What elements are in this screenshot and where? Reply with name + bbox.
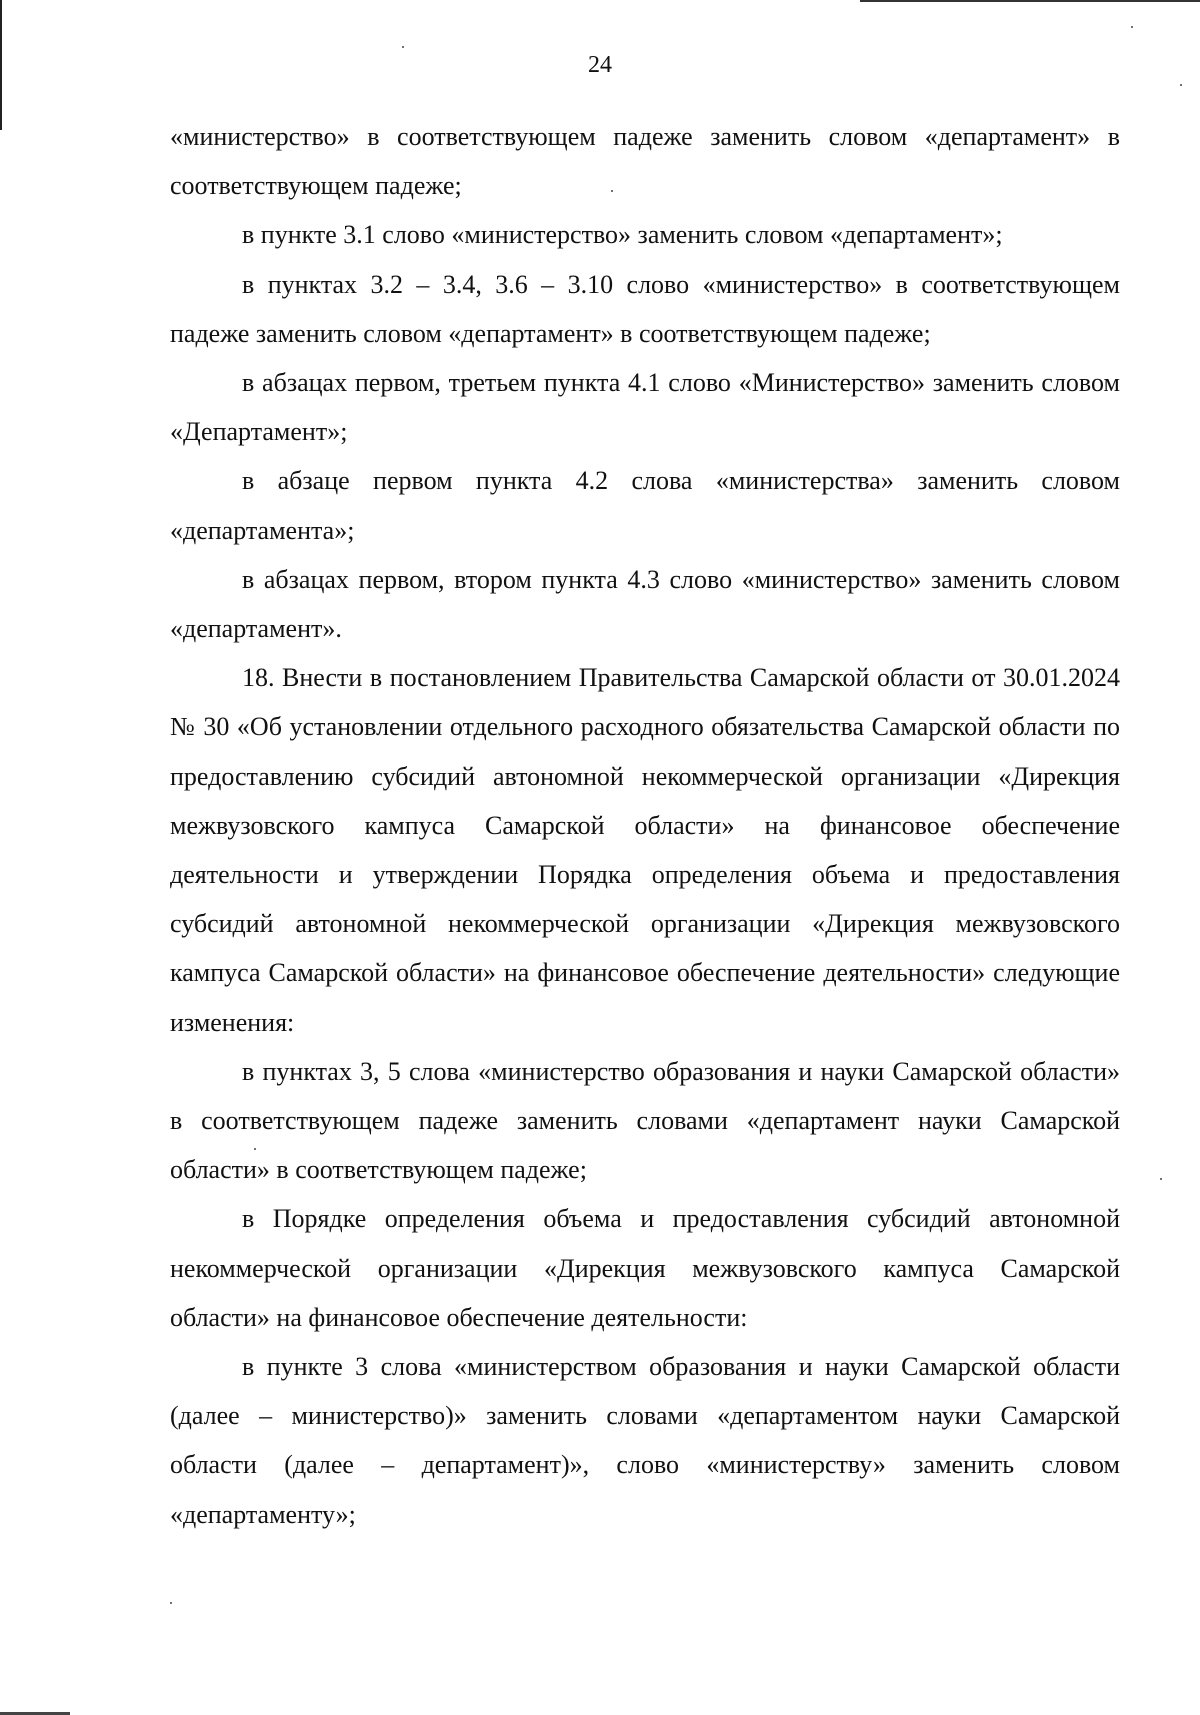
paragraph: в абзацах первом, третьем пункта 4.1 слово «Министерство» заменить словом «Департамент»;: [170, 368, 1120, 447]
scan-speck: [170, 1602, 172, 1604]
paragraph: в пункте 3 слова «министерством образования и науки Самарской области (далее – министерство)» заменить словами «департаментом науки Самарской области (далее – департамент)», слово «министерству» заменить словом «департаменту»;: [170, 1352, 1120, 1529]
document-body: [170, 112, 1120, 1539]
paragraph: в абзацах первом, втором пункта 4.3 слово «министерство» заменить словом «департамент».: [170, 564, 1120, 644]
paragraph: в пунктах 3, 5 слова «министерство образования и науки Самарской области» в соответствующем падеже заменить словами «департамент науки Самарской области» в соответствующем падеже;: [170, 1056, 1120, 1185]
paragraph: в Порядке определения объема и предоставления субсидий автономной некоммерческой организации «Дирекция межвузовского кампуса Самарской области» на финансовое обеспечение деятельности:: [170, 1204, 1120, 1332]
paragraph: в пунктах 3.2 – 3.4, 3.6 – 3.10 слово «министерство» в соответствующем падеже заменить словом «департамент» в соответствующем падеже;: [170, 269, 1120, 348]
paragraph: «министерство» в соответствующем падеже заменить словом «департамент» в соответствующем падеже;: [170, 122, 1120, 201]
scan-edge-top: [860, 0, 1200, 2]
paragraph: в абзаце первом пункта 4.2 слова «министерства» заменить словом «департамента»;: [170, 466, 1120, 545]
paragraph: в пункте 3.1 слово «министерство» заменить словом «департамент»;: [242, 220, 1003, 250]
scan-speck: [1160, 1178, 1162, 1180]
scan-speck: [1131, 26, 1133, 28]
paragraph: 18. Внести в постановлением Правительства Самарской области от 30.01.2024 № 30 «Об установлении отдельного расходного обязательства Самарской области по предоставлению субсидий автономной некоммерческой организации «Дирекция межвузовского кампуса Самарской области» на финансовое обеспечение деятельности и утверждении Порядка определения объема и предоставления субсидий автономной некоммерческой организации «Дирекция межвузовского кампуса Самарской области» на финансовое обеспечение деятельности» следующие изменения:: [170, 663, 1120, 1037]
scan-speck: [402, 46, 404, 48]
page-number: 24: [588, 52, 612, 78]
scan-speck: [1180, 84, 1182, 86]
